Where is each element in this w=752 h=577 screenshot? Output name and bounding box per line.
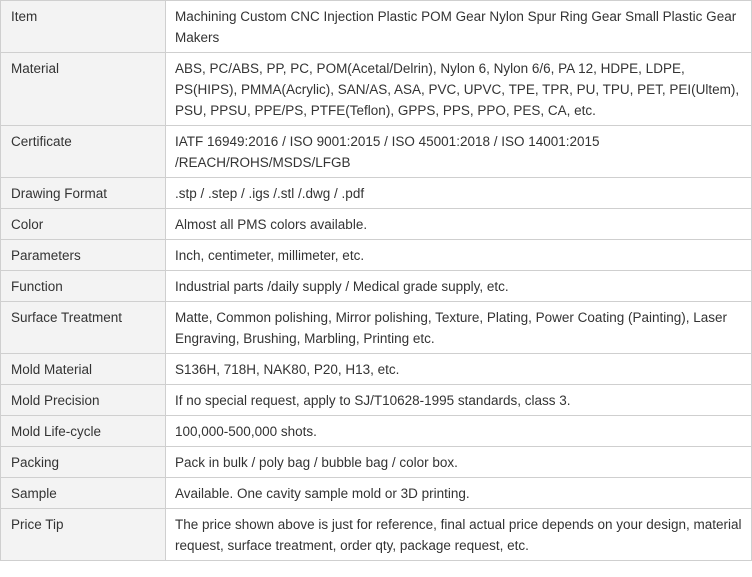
row-value: ABS, PC/ABS, PP, PC, POM(Acetal/Delrin), Nylon 6, Nylon 6/6, PA 12, HDPE, LDPE, PS(HIPS), PMMA(Acrylic), SAN/AS, ASA, PVC, UPVC, TPE, TPR, PU, TPU, PET, PEI(Ultem), PSU, PPSU, PPE/PS, PTFE(Teflon), GPPS, PPS, PPO, PES, CA, etc. [166, 53, 752, 126]
table-row-surface-treatment [1, 302, 752, 354]
row-label: Drawing Format [1, 178, 166, 209]
row-label: Color [1, 209, 166, 240]
row-value: Almost all PMS colors available. [166, 209, 752, 240]
row-value: .stp / .step / .igs /.stl /.dwg / .pdf [166, 178, 752, 209]
row-value: Inch, centimeter, millimeter, etc. [166, 240, 752, 271]
row-label: Mold Material [1, 354, 166, 385]
table-row-function [1, 271, 752, 302]
row-value: Industrial parts /daily supply / Medical grade supply, etc. [166, 271, 752, 302]
row-value: Machining Custom CNC Injection Plastic POM Gear Nylon Spur Ring Gear Small Plastic Gear Makers [166, 1, 752, 53]
row-label: Item [1, 1, 166, 53]
row-label: Material [1, 53, 166, 126]
table-row-mold-material [1, 354, 752, 385]
table-row-item [1, 1, 752, 53]
row-value: 100,000-500,000 shots. [166, 416, 752, 447]
row-value: The price shown above is just for reference, final actual price depends on your design, material request, surface treatment, order qty, package request, etc. [166, 509, 752, 561]
table-row-color [1, 209, 752, 240]
table-row-drawing-format [1, 178, 752, 209]
row-label: Function [1, 271, 166, 302]
row-label: Sample [1, 478, 166, 509]
table-row-mold-life-cycle [1, 416, 752, 447]
row-label: Price Tip [1, 509, 166, 561]
row-value: IATF 16949:2016 / ISO 9001:2015 / ISO 45001:2018 / ISO 14001:2015 /REACH/ROHS/MSDS/LFGB [166, 126, 752, 178]
table-row-price-tip [1, 509, 752, 561]
table-row-parameters [1, 240, 752, 271]
table-row-sample [1, 478, 752, 509]
row-value: Pack in bulk / poly bag / bubble bag / color box. [166, 447, 752, 478]
table-row-material [1, 53, 752, 126]
row-label: Certificate [1, 126, 166, 178]
table-row-packing [1, 447, 752, 478]
row-value: Matte, Common polishing, Mirror polishing, Texture, Plating, Power Coating (Painting), Laser Engraving, Brushing, Marbling, Printing etc. [166, 302, 752, 354]
row-value: If no special request, apply to SJ/T10628-1995 standards, class 3. [166, 385, 752, 416]
row-label: Mold Precision [1, 385, 166, 416]
row-label: Mold Life-cycle [1, 416, 166, 447]
row-label: Surface Treatment [1, 302, 166, 354]
row-label: Parameters [1, 240, 166, 271]
row-label: Packing [1, 447, 166, 478]
row-value: S136H, 718H, NAK80, P20, H13, etc. [166, 354, 752, 385]
row-value: Available. One cavity sample mold or 3D printing. [166, 478, 752, 509]
table-row-certificate [1, 126, 752, 178]
table-row-mold-precision [1, 385, 752, 416]
